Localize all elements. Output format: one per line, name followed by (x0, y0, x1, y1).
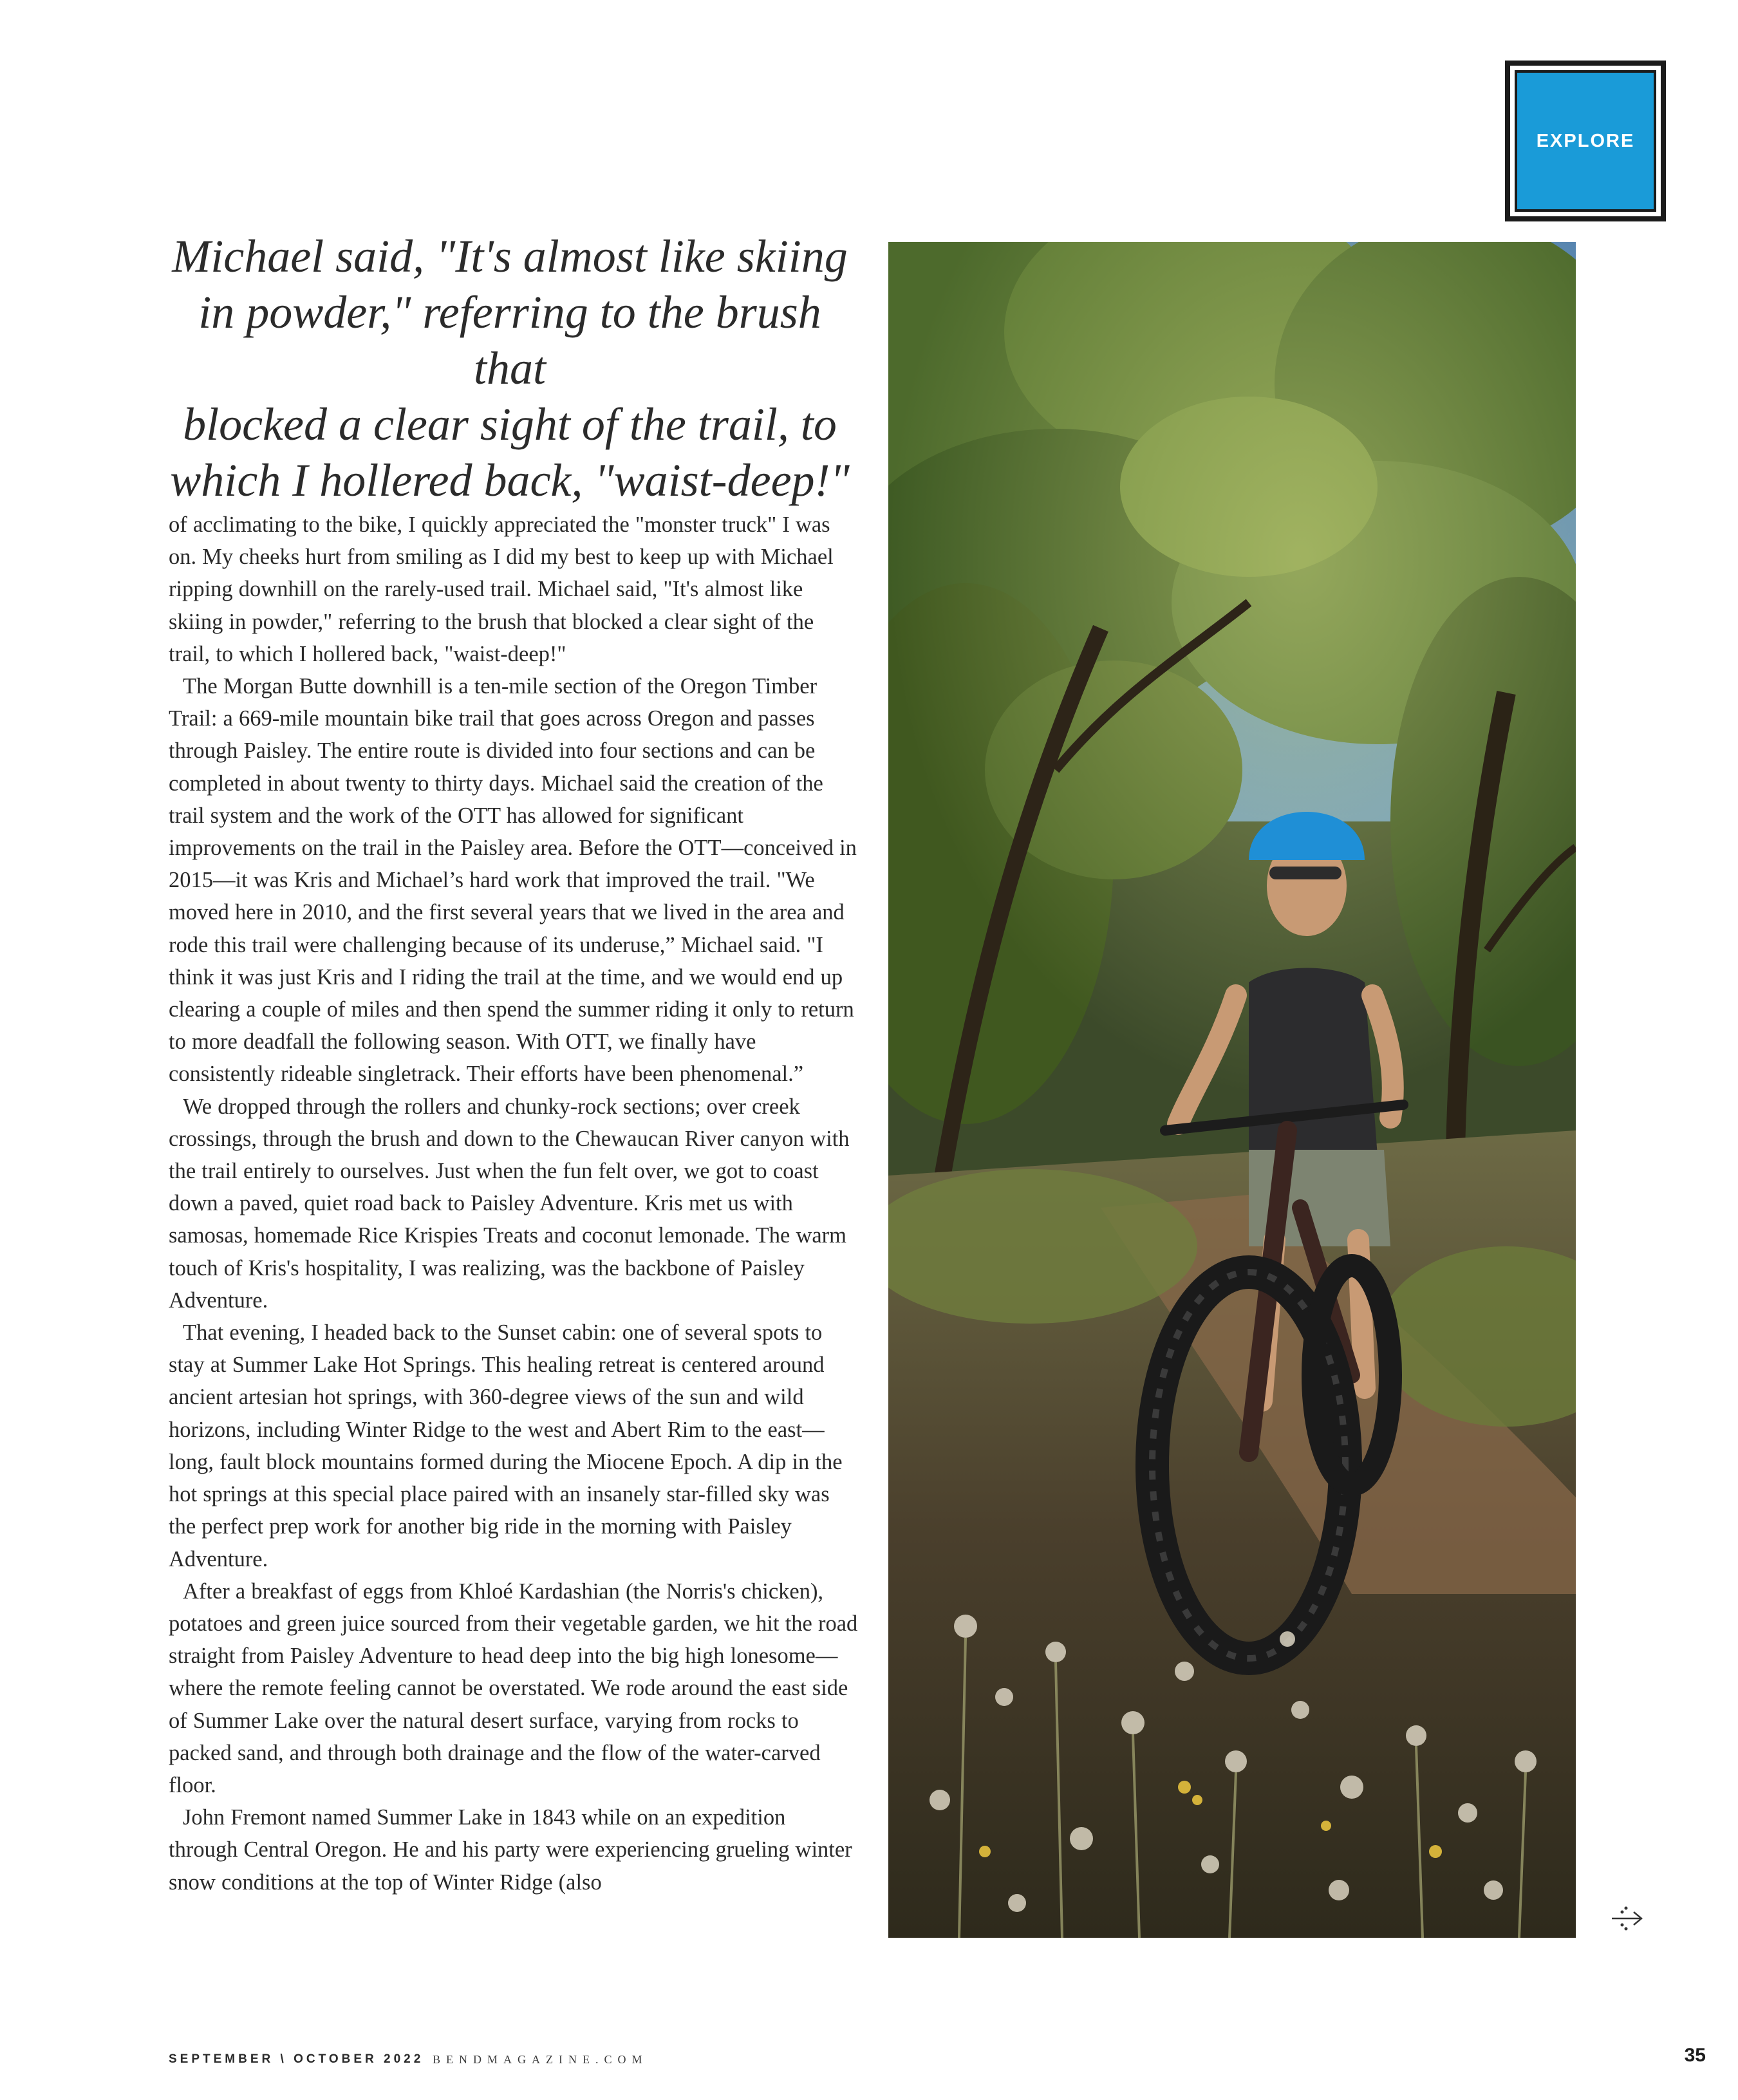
footer-site-name: BENDMAGAZINE.COM (433, 2053, 648, 2066)
section-tab-box (1515, 70, 1656, 212)
pull-quote-line-2: in powder," referring to the brush that (198, 286, 821, 394)
pull-quote-line-1: Michael said, "It's almost like skiing (172, 230, 848, 282)
section-label: EXPLORE (1536, 130, 1635, 151)
section-tab (1505, 61, 1666, 221)
page-number: 35 (1684, 2045, 1706, 2066)
biker-photo-illustration (888, 242, 1576, 1938)
pull-quote (162, 229, 857, 509)
article-paragraph: of acclimating to the bike, I quickly appreciated the "monster truck" I was on. My cheeks hurt from smiling as I did my best to keep up with Michael ripping downhill on the rarely-used trail. Michael said, "It's almost like skiing in powder," referring to the brush that blocked a clear sight of the trail, to which I hollered back, "waist-deep!" (169, 512, 834, 666)
footer-issue-date: SEPTEMBER \ OCTOBER 2022 (169, 2052, 424, 2066)
article-paragraph: That evening, I headed back to the Sunset cabin: one of several spots to stay at Summer Lake Hot Springs. This healing retreat is centered around ancient artesian hot springs, with 360-degree views of the sun and wild horizons, including Winter Ridge to the west and Abert Rim to the east—long, fault block mountains formed during the Miocene Epoch. A dip in the hot springs at this special place paired with an insanely star-filled sky was the perfect prep work for another big ride in the morning with Paisley Adventure. (169, 1320, 843, 1571)
article-paragraph: John Fremont named Summer Lake in 1843 while on an expedition through Central Oregon. He and his party were experiencing grueling winter snow conditions at the top of Winter Ridge (also (169, 1805, 852, 1895)
article-paragraph: After a breakfast of eggs from Khloé Kardashian (the Norris's chicken), potatoes and green juice sourced from their vegetable garden, we hit the road straight from Paisley Adventure to head deep into the big high lonesome—where the remote feeling cannot be overstated. We rode around the east side of Summer Lake over the natural desert surface, varying from rocks to packed sand, and through both drainage and the flow of the water-carved floor. (169, 1579, 858, 1797)
end-flourish-icon (1609, 1900, 1645, 1936)
pull-quote-line-4: which I hollered back, "waist-deep!" (170, 455, 850, 506)
article-body (169, 509, 859, 1898)
biker-photo (888, 242, 1576, 1938)
pull-quote-line-3: blocked a clear sight of the trail, to (183, 398, 837, 450)
article-paragraph: We dropped through the rollers and chunky-rock sections; over creek crossings, through the brush and down to the Chewaucan River canyon with the trail entirely to ourselves. Just when the fun felt over, we got to coast down a paved, quiet road back to Paisley Adventure. Kris met us with samosas, homemade Rice Krispies Treats and coconut lemonade. The warm touch of Kris's hospitality, I was realizing, was the backbone of Paisley Adventure. (169, 1094, 850, 1313)
article-paragraph: The Morgan Butte downhill is a ten-mile section of the Oregon Timber Trail: a 669-mile mountain bike trail that goes across Oregon and passes through Paisley. The entire route is divided into four sections and can be completed in about twenty to thirty days. Michael said the creation of the trail system and the work of the OTT has allowed for significant improvements on the trail in the Paisley area. Before the OTT—conceived in 2015—it was Kris and Michael’s hard work that improved the trail. "We moved here in 2010, and the first several years that we lived in the area and rode this trail were challenging because of its underuse,” Michael said. "I think it was just Kris and I riding the trail at the time, and we would end up clearing a couple of miles and then spend the summer riding it only to return to more deadfall the following season. With OTT, we finally have consistently rideable singletrack. Their efforts have been phenomenal.” (169, 674, 857, 1087)
